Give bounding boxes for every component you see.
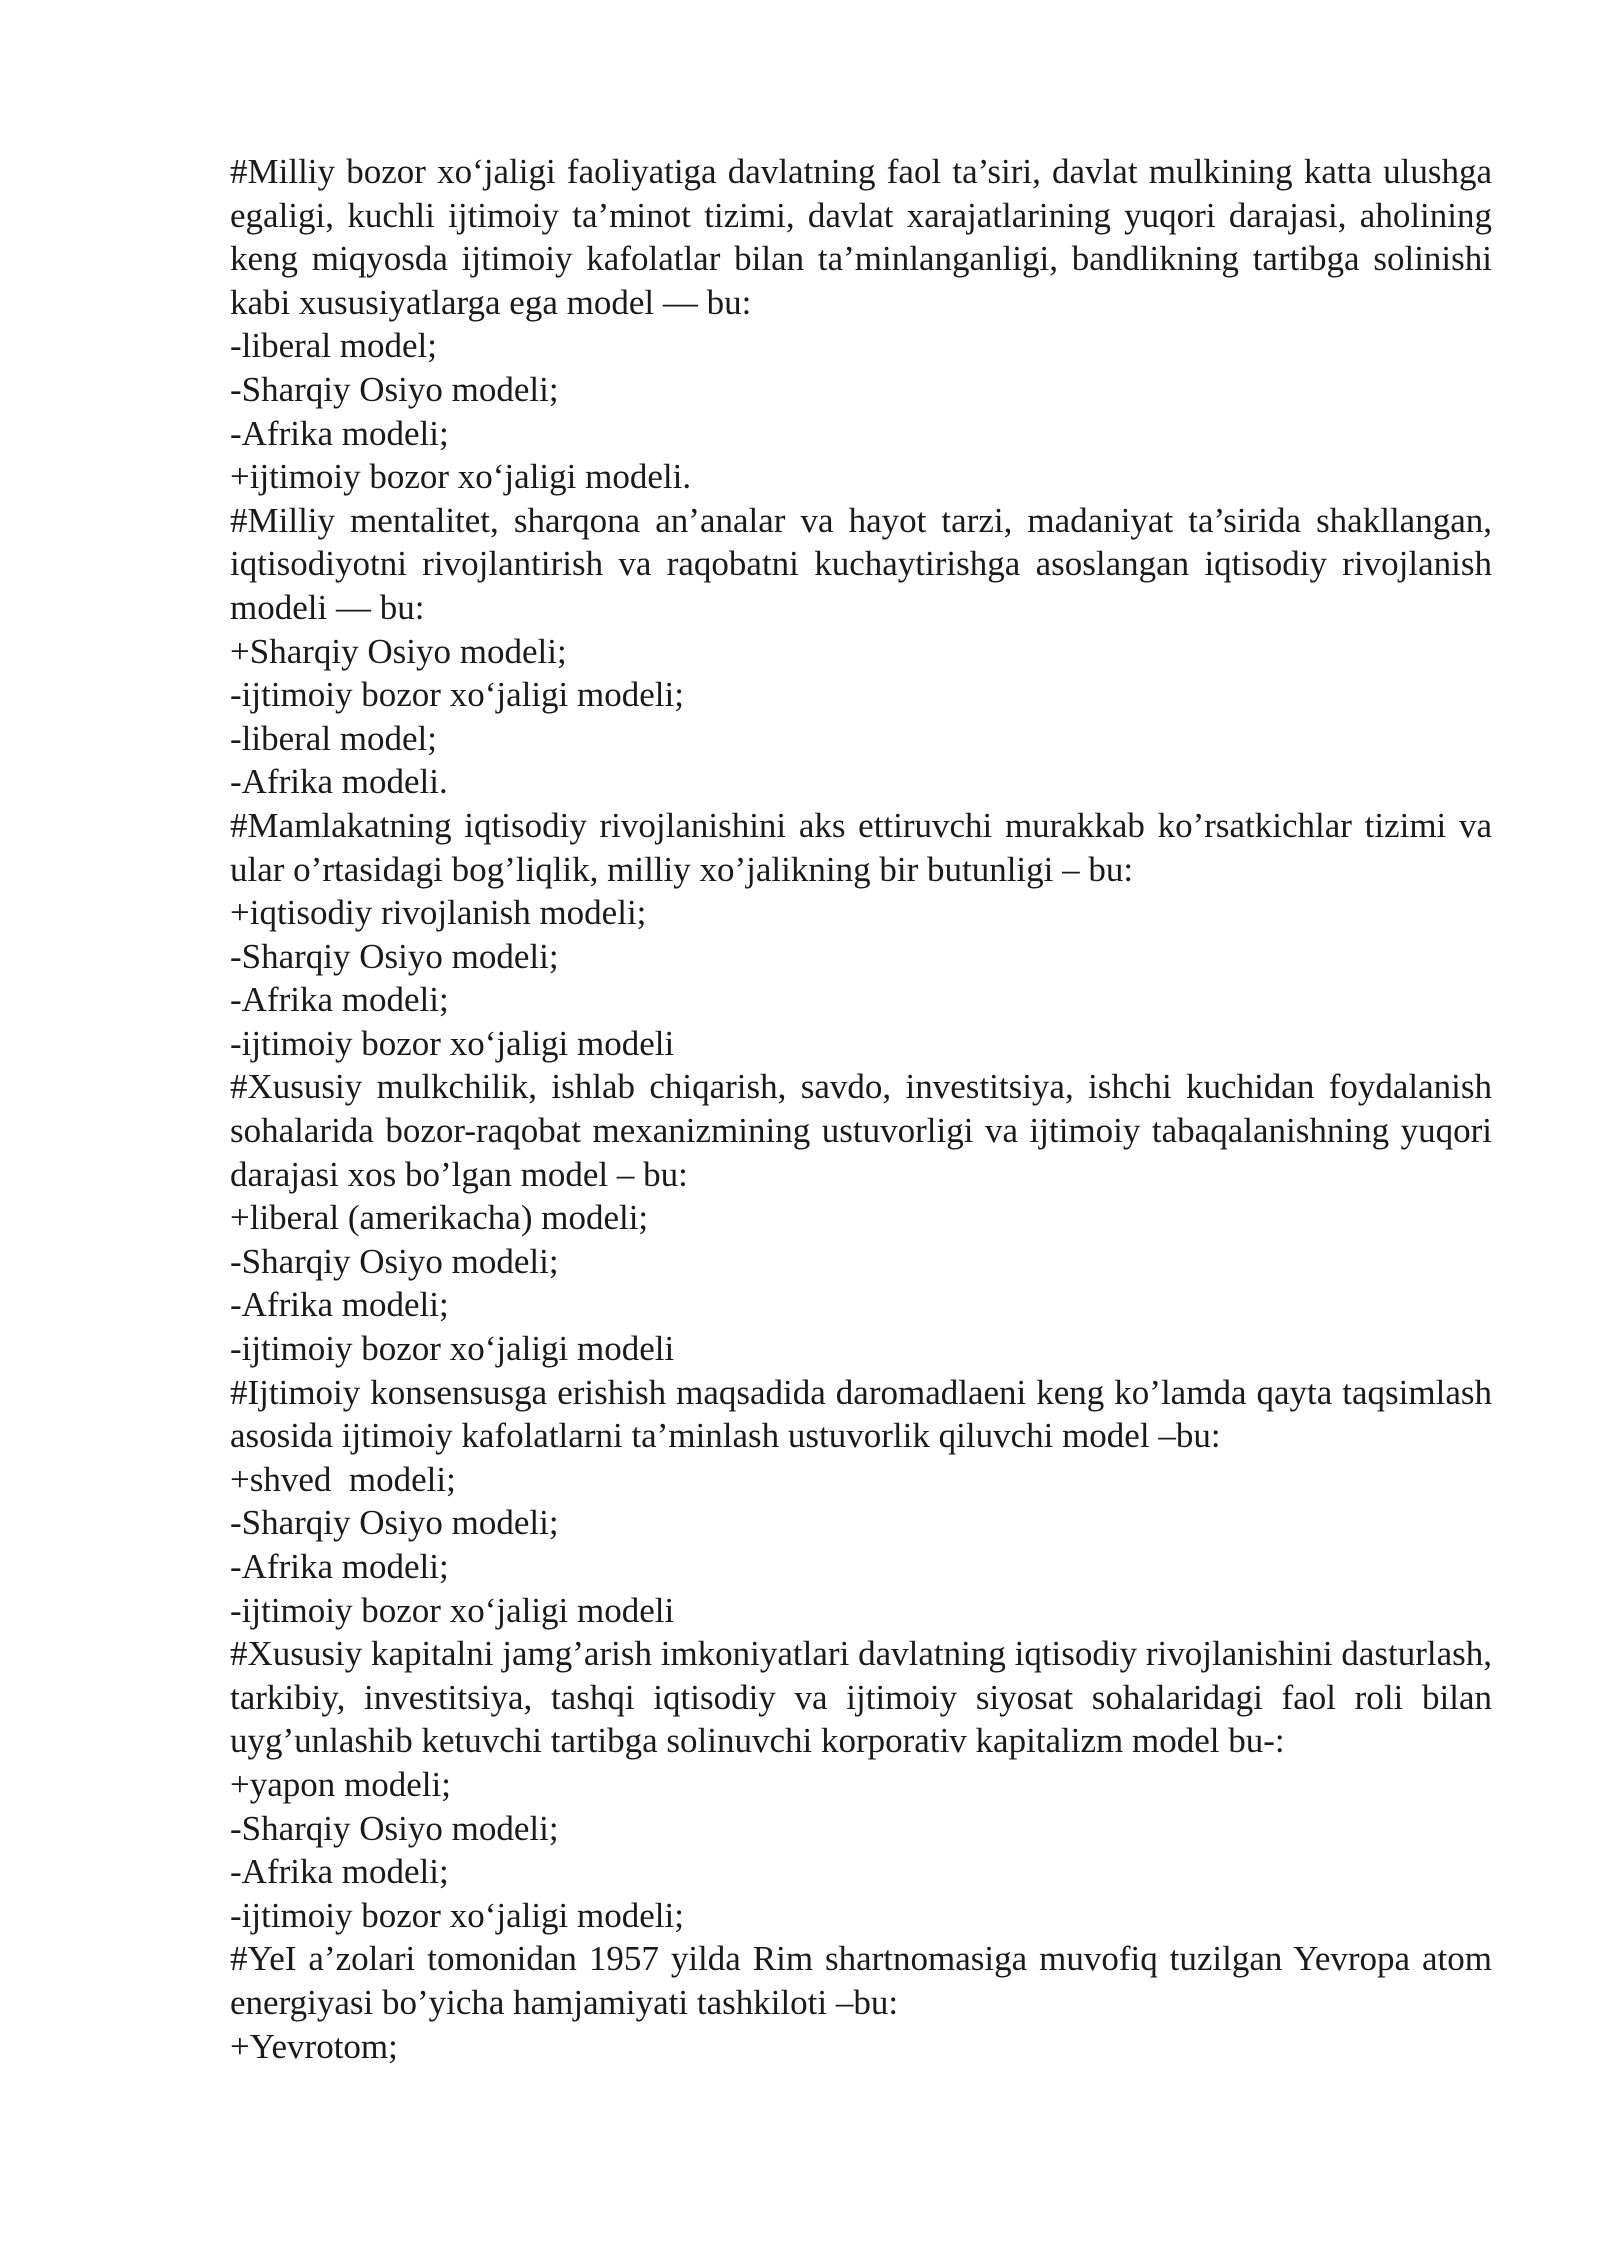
question-text: #Mamlakatning iqtisodiy rivojlanishini aks ettiruvchi murakkab ko’rsatkichlar tizimi va ular o’rtasidagi bog’liqlik, milliy xo’jalikning bir butunligi – bu: — [230, 805, 1492, 889]
question-block — [230, 1371, 1492, 1633]
question-text: #Xususiy kapitalni jamg’arish imkoniyatlari davlatning iqtisodiy rivojlanishini dasturlash, tarkibiy, investitsiya, tashqi iqtisodiy va ijtimoiy siyosat sohalaridagi faol roli bilan uyg’unlashib ketuvchi tartibga solinuvchi korporativ kapitalizm model bu-: — [230, 1634, 1492, 1761]
question-block — [230, 1632, 1492, 1937]
question-block — [230, 804, 1492, 1066]
answer-option: +Yevrotom; — [230, 2026, 398, 2066]
answer-option: +liberal (amerikacha) modeli; — [230, 1198, 649, 1238]
answer-option: -ijtimoiy bozor xo‘jaligi modeli — [230, 1590, 675, 1630]
answer-option: -Sharqiy Osiyo modeli; — [230, 1808, 559, 1848]
question-text: #Ijtimoiy konsensusga erishish maqsadida daromadlaeni keng ko’lamda qayta taqsimlash asosida ijtimoiy kafolatlarni ta’minlash ustuvorlik qiluvchi model –bu: — [230, 1372, 1492, 1456]
answer-option: -Afrika modeli; — [230, 1285, 449, 1325]
question-block — [230, 499, 1492, 804]
answer-option: -Afrika modeli. — [230, 762, 448, 802]
answer-option: +ijtimoiy bozor xo‘jaligi modeli. — [230, 457, 692, 497]
answer-option: -liberal model; — [230, 326, 438, 366]
question-block — [230, 150, 1492, 499]
answer-option: +yapon modeli; — [230, 1764, 451, 1804]
answer-option: -ijtimoiy bozor xo‘jaligi modeli — [230, 1023, 675, 1063]
question-block — [230, 1937, 1492, 2068]
answer-option: -Afrika modeli; — [230, 980, 449, 1020]
question-text: #Milliy mentalitet, sharqona an’analar va hayot tarzi, madaniyat ta’sirida shakllangan, iqtisodiyotni rivojlantirish va raqobatni kuchaytirishga asoslangan iqtisodiy rivojlanish modeli — bu: — [230, 500, 1492, 627]
answer-option: -Sharqiy Osiyo modeli; — [230, 936, 559, 976]
answer-option: -ijtimoiy bozor xo‘jaligi modeli; — [230, 1895, 684, 1935]
answer-option: -Sharqiy Osiyo modeli; — [230, 1503, 559, 1543]
answer-option: -liberal model; — [230, 718, 438, 758]
answer-option: -ijtimoiy bozor xo‘jaligi modeli — [230, 1329, 675, 1369]
answer-option: -Afrika modeli; — [230, 413, 449, 453]
question-text: #Milliy bozor xo‘jaligi faoliyatiga davlatning faol ta’siri, davlat mulkining katta ulushga egaligi, kuchli ijtimoiy ta’minot tizimi, davlat xarajatlarining yuqori darajasi, aholining keng miqyosda ijtimoiy kafolatlar bilan ta’minlanganligi, bandlikning tartibga solinishi kabi xususiyatlarga ega model — bu: — [230, 152, 1492, 322]
answer-option: -Sharqiy Osiyo modeli; — [230, 1241, 559, 1281]
answer-option: -Afrika modeli; — [230, 1852, 449, 1892]
answer-option: +Sharqiy Osiyo modeli; — [230, 631, 567, 671]
answer-option: +shved modeli; — [230, 1459, 456, 1499]
question-block — [230, 1065, 1492, 1370]
question-text: #Xususiy mulkchilik, ishlab chiqarish, savdo, investitsiya, ishchi kuchidan foydalanish sohalarida bozor-raqobat mexanizmining ustuvorligi va ijtimoiy tabaqalanishning yuqori darajasi xos bo’lgan model – bu: — [230, 1067, 1492, 1194]
answer-option: -Afrika modeli; — [230, 1547, 449, 1586]
answer-option: -ijtimoiy bozor xo‘jaligi modeli; — [230, 675, 684, 715]
question-text: #YeI a’zolari tomonidan 1957 yilda Rim shartnomasiga muvofiq tuzilgan Yevropa atom energiyasi bo’yicha hamjamiyati tashkiloti –bu: — [230, 1939, 1492, 2022]
answer-option: +iqtisodiy rivojlanish modeli; — [230, 893, 647, 933]
answer-option: -Sharqiy Osiyo modeli; — [230, 369, 559, 409]
document-body — [230, 150, 1492, 2068]
